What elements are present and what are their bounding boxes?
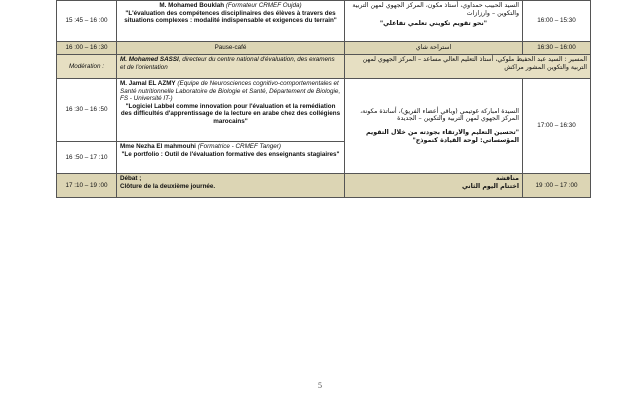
fr-closing: Clôture de la deuxième journée. bbox=[120, 182, 216, 190]
ar-session-cell bbox=[345, 1, 523, 42]
time-right-cell: 16:00 – 15:30 bbox=[523, 1, 591, 42]
moderation-label: Modération : bbox=[57, 55, 117, 79]
fr-speaker: Mme Nezha El mahmouhi bbox=[120, 143, 196, 150]
table-row bbox=[57, 42, 591, 55]
fr-session-cell bbox=[117, 1, 345, 42]
time-right-cell: 17:00 – 16:30 bbox=[523, 79, 591, 174]
fr-moderator-role: , directeur du centre national d'évaluation, des examens et de l'orientation bbox=[120, 56, 335, 71]
ar-moderator-cell: المسير : السيد عبد الحفيظ ملوكي، أستاذ التعليم العالي مساعد – المركز الجهوي لمهن التربية والتكوين المشور مراكش bbox=[345, 55, 591, 79]
fr-talk-title: "L'évaluation des compétences disciplinaires des élèves à travers des situations complexes : modalité indispensable et exigences du terrain" bbox=[124, 9, 337, 25]
ar-speaker: السيدة امباركة غوتيمي (وباقي أعضاء الفريق)، أساتذة مكونة، المركز الجهوي لمهن التربية والتكوين – الجديدة bbox=[360, 107, 519, 123]
time-left-cell: 15 :45 – 16 :00 bbox=[57, 1, 117, 42]
time-left-cell: 17 :10 – 19 :00 bbox=[57, 174, 117, 198]
fr-closing-cell bbox=[117, 174, 345, 198]
break-label-ar: استراحة شاي bbox=[345, 42, 523, 55]
table-row bbox=[57, 79, 591, 142]
page-number: 5 bbox=[318, 381, 322, 390]
fr-role: (Formateur CRMEF Oujda) bbox=[225, 2, 302, 9]
time-left-cell: 16 :30 – 16 :50 bbox=[57, 79, 117, 142]
break-label-fr: Pause-café bbox=[117, 42, 345, 55]
ar-talk-title: "تحسين التعليم والارتقاء بجودته من خلال التقويم المؤسساتي: لوحة القيادة كنموذج" bbox=[365, 129, 519, 144]
time-left-cell: 16 :00 – 16 :30 bbox=[57, 42, 117, 55]
fr-moderator-name: M. Mohamed SASSI bbox=[120, 56, 179, 63]
ar-talk-title: "نحو تقويم تكويني تعلمي تفاعلي" bbox=[379, 20, 488, 28]
fr-talk-title: "Le portfolio : Outil de l'évaluation formative des enseignants stagiaires" bbox=[121, 150, 340, 158]
ar-closing: اختتام اليوم الثاني bbox=[461, 182, 519, 190]
ar-session-cell bbox=[345, 79, 523, 174]
ar-closing-cell bbox=[345, 174, 523, 198]
table-row bbox=[57, 1, 591, 42]
time-right-cell: 16:30 – 16:00 bbox=[523, 42, 591, 55]
fr-session-cell bbox=[117, 142, 345, 174]
fr-role: (Equipe de Neurosciences cognitivo-comportementales et Santé nutritionnelle Laboratoire de Biologie et Santé, Département de Biologie, FS - Université IT-) bbox=[120, 80, 341, 103]
fr-role: (Formatrice - CRMEF Tanger) bbox=[197, 143, 281, 150]
fr-speaker: M. Jamal EL AZMY bbox=[120, 80, 176, 87]
program-table bbox=[56, 0, 591, 198]
table-row bbox=[57, 174, 591, 198]
fr-session-cell bbox=[117, 79, 345, 142]
time-left-cell: 16 :50 – 17 :10 bbox=[57, 142, 117, 174]
fr-debate: Débat ; bbox=[120, 175, 142, 182]
ar-debate: مناقشة bbox=[495, 175, 519, 182]
ar-speaker: السيد الحبيب حمداوي، أستاذ مكون، المركز الجهوي لمهن التربية والتكوين – وارزازات bbox=[352, 2, 519, 17]
time-right-cell: 19 :00 – 17 :00 bbox=[523, 174, 591, 198]
fr-speaker: M. Mohamed Bouklah bbox=[159, 2, 225, 9]
table-row bbox=[57, 55, 591, 79]
fr-moderator-cell bbox=[117, 55, 345, 79]
fr-talk-title: "Logiciel Labbel comme innovation pour l'évaluation et la remédiation des difficultés d'apprentissage de la lecture en arabe chez des collégiens marocains" bbox=[120, 102, 341, 125]
